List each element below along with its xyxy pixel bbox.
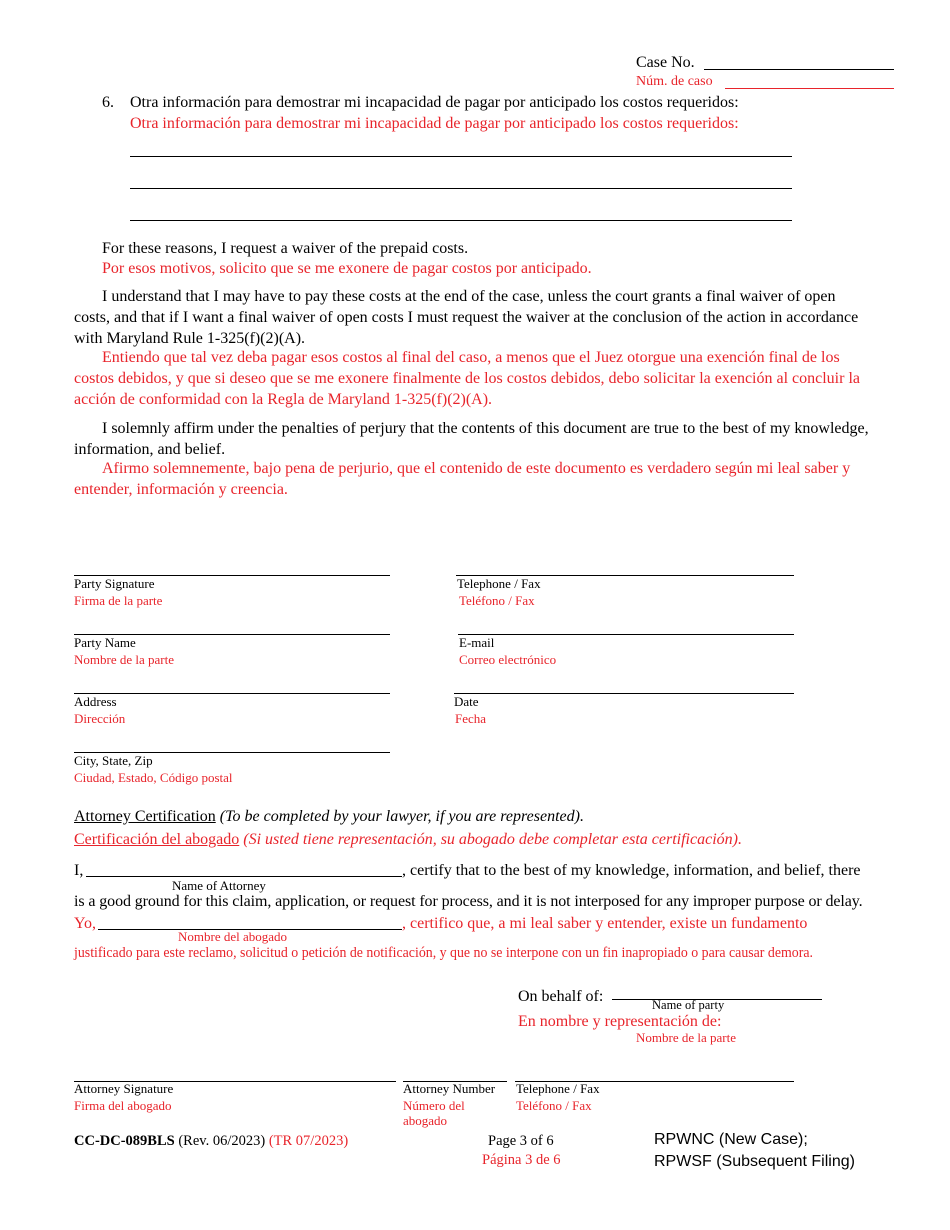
footer-form-id [74, 1132, 348, 1150]
party-address-label-es: Dirección [74, 711, 126, 726]
attorney-cert-note-es: (Si usted tiene representación, su abogado debe completar esta certificación). [243, 831, 742, 848]
case-no-line-es [725, 88, 894, 89]
case-no-label-es: Núm. de caso [636, 74, 713, 89]
page-number-es: Página 3 de 6 [482, 1152, 561, 1168]
attorney-name-line[interactable] [86, 876, 402, 877]
party-city-label-es: Ciudad, Estado, Código postal [74, 770, 233, 785]
attorney-signature-label-es: Firma del abogado [74, 1098, 172, 1113]
form-tr: (TR 07/2023) [268, 1133, 349, 1149]
party-phone-label-es: Teléfono / Fax [459, 593, 535, 608]
attorney-phone-label: Telephone / Fax [516, 1081, 600, 1096]
cert-yo: Yo, [74, 915, 96, 932]
attorney-phone-label-es: Teléfono / Fax [516, 1098, 592, 1113]
cert-i: I, [74, 862, 84, 879]
item6-text-en: Otra información para demostrar mi incapacidad de pagar por anticipado los costos requeridos: [130, 94, 739, 111]
party-name-label: Party Name [74, 635, 136, 650]
understand-text-es: Entiendo que tal vez deba pagar esos costos al final del caso, a menos que el Juez otorgue una exención final de los costos debidos, y que si deseo que se me exonere finalmente de los costos debidos, debo solicitar la exención al concluir la acción de conformidad con la Regla de Maryland 1-325(f)(2)(A). [74, 349, 860, 408]
party-signature-label-es: Firma de la parte [74, 593, 163, 608]
party-phone-label: Telephone / Fax [457, 576, 541, 591]
attorney-signature-label: Attorney Signature [74, 1081, 174, 1096]
party-date-line[interactable] [454, 693, 794, 694]
name-of-party-label: Name of party [652, 998, 725, 1012]
attorney-cert-title: Attorney Certification [74, 808, 216, 825]
party-date-label: Date [454, 694, 479, 709]
name-of-attorney-label: Name of Attorney [172, 878, 266, 893]
party-date-label-es: Fecha [455, 711, 487, 726]
party-signature-label: Party Signature [74, 576, 155, 591]
case-no-label: Case No. [636, 54, 695, 71]
behalf-label: On behalf of: [518, 988, 604, 1005]
request-text-es: Por esos motivos, solicito que se me exonere de pagar costos por anticipado. [102, 260, 592, 277]
cert-certify-en: , certify that to the best of my knowledge, information, and belief, there [402, 862, 861, 879]
item6-answer-line-3[interactable] [130, 220, 792, 221]
item6-answer-line-2[interactable] [130, 188, 792, 189]
behalf-label-es: En nombre y representación de: [518, 1013, 722, 1030]
cert-certify-es: , certifico que, a mi leal saber y entender, existe un fundamento [402, 915, 808, 932]
item6-answer-line-1[interactable] [130, 156, 792, 157]
party-name-label-es: Nombre de la parte [74, 652, 174, 667]
attorney-number-label: Attorney Number [403, 1081, 496, 1096]
party-email-line[interactable] [458, 634, 794, 635]
attorney-cert-heading [74, 806, 584, 827]
item6-number: 6. [102, 94, 114, 111]
understand-text-en: I understand that I may have to pay these costs at the end of the case, unless the court grants a final waiver of open costs, and that if I want a final waiver of open costs I must request the waiver at the conclusion of the action in accordance with Maryland Rule 1-325(f)(2)(A). [74, 288, 859, 347]
cert-line2-es: justificado para este reclamo, solicitud o petición de notificación, y que no se interpone con un fin inapropiado o para causar demora. [74, 945, 813, 961]
party-email-label-es: Correo electrónico [459, 652, 557, 667]
request-text-en: For these reasons, I request a waiver of the prepaid costs. [102, 240, 469, 257]
attorney-cert-heading-es [74, 829, 742, 850]
footer-codes-2: RPWSF (Subsequent Filing) [654, 1153, 855, 1170]
footer-codes-1: RPWNC (New Case); [654, 1131, 808, 1148]
cert-line2-en: is a good ground for this claim, application, or request for process, and it is not interposed for any improper purpose or delay. [74, 893, 863, 910]
attorney-number-label-es: Número del abogado [403, 1098, 465, 1128]
item6-text-es: Otra información para demostrar mi incapacidad de pagar por anticipado los costos requeridos: [130, 115, 739, 132]
nombre-parte-label: Nombre de la parte [636, 1030, 736, 1045]
case-no-input[interactable] [704, 69, 894, 70]
form-rev: (Rev. 06/2023) [178, 1133, 266, 1149]
affirm-text-en: I solemnly affirm under the penalties of perjury that the contents of this document are true to the best of my knowledge, information, and belief. [74, 420, 869, 458]
form-id: CC-DC-089BLS [74, 1133, 175, 1149]
attorney-cert-title-es: Certificación del abogado [74, 831, 240, 848]
party-address-label: Address [74, 694, 117, 709]
party-city-label: City, State, Zip [74, 753, 153, 768]
nombre-abogado-label: Nombre del abogado [178, 929, 288, 944]
affirm-text-es: Afirmo solemnemente, bajo pena de perjurio, que el contenido de este documento es verdadero según mi leal saber y entender, información y creencia. [74, 460, 851, 498]
party-email-label: E-mail [459, 635, 495, 650]
attorney-cert-note: (To be completed by your lawyer, if you are represented). [219, 808, 584, 825]
page-number: Page 3 of 6 [488, 1133, 554, 1149]
party-address-line[interactable] [74, 693, 390, 694]
